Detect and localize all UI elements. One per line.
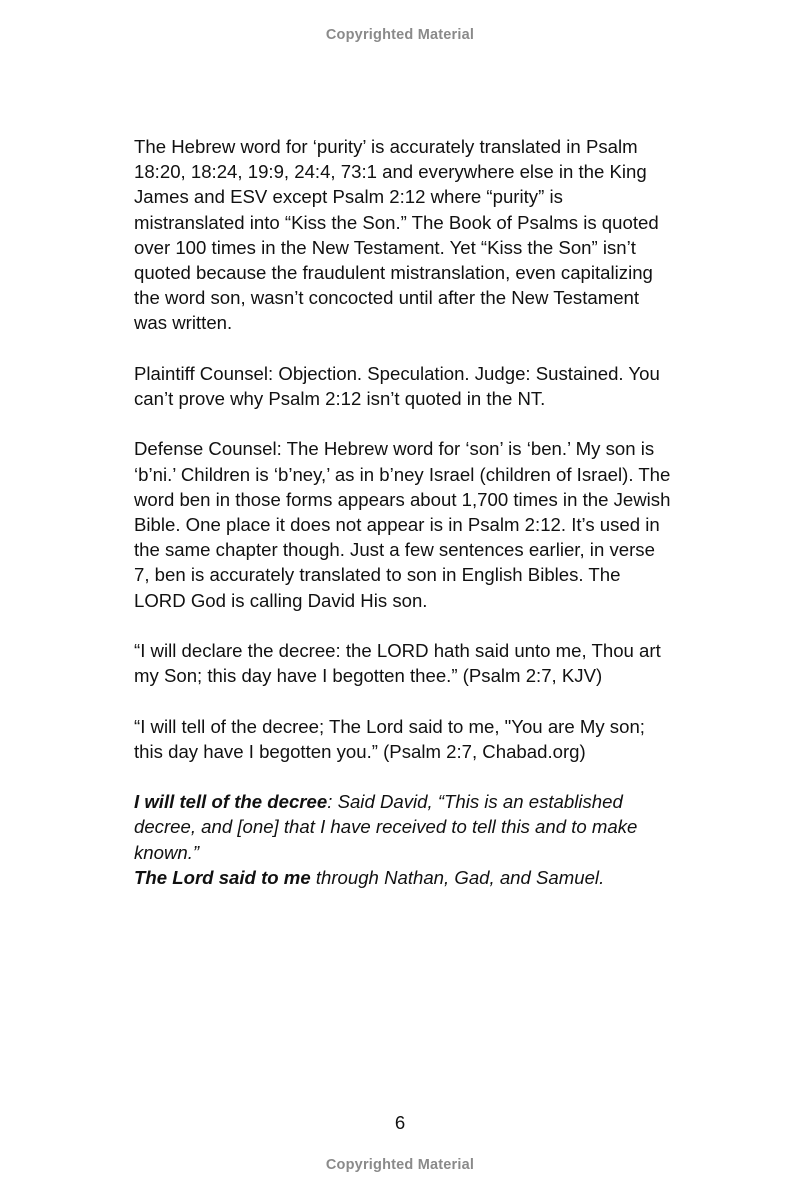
commentary-decree xyxy=(134,789,674,865)
paragraph-purity-translation: The Hebrew word for ‘purity’ is accurately translated in Psalm 18:20, 18:24, 19:9, 24:4, 73:1 and everywhere else in the King James and ESV except Psalm 2:12 where “purity” is mistranslated into “Kiss the Son.” The Book of Psalms is quoted over 100 times in the New Testament. Yet “Kiss the Son” isn’t quoted because the fraudulent mistranslation, even capitalizing the word son, wasn’t concocted until after the New Testament was written. xyxy=(134,136,659,334)
commentary-lord-said-heading: The Lord said to me xyxy=(134,866,311,888)
paragraph-plaintiff-objection: Plaintiff Counsel: Objection. Speculation. Judge: Sustained. You can’t prove why Psalm 2:12 isn’t quoted in the NT. xyxy=(134,362,660,410)
commentary-lord-said-text: through Nathan, Gad, and Samuel. xyxy=(310,866,605,888)
commentary-decree-text: : Said David, “This is an established decree, and [one] that I have received to tell this and to make known.” xyxy=(134,791,638,863)
paragraph-defense-counsel: Defense Counsel: The Hebrew word for ‘son’ is ‘ben.’ My son is ‘b’ni.’ Children is ‘b’ney,’ as in b’ney Israel (children of Israel). The word ben in those forms appears about 1,700 times in the Jewish Bible. One place it does not appear is in Psalm 2:12. It’s used in the same chapter though. Just a few sentences earlier, in verse 7, ben is accurately translated to son in English Bibles. The LORD God is calling David His son. xyxy=(134,438,671,611)
commentary-lord-said xyxy=(134,865,674,890)
copyright-watermark-bottom: Copyrighted Material xyxy=(325,1157,475,1173)
quote-chabad: “I will tell of the decree; The Lord said to me, "You are My son; this day have I begotten you.” (Psalm 2:7, Chabad.org) xyxy=(134,715,645,762)
page-number: 6 xyxy=(394,1112,406,1133)
commentary-decree-heading: I will tell of the decree xyxy=(134,791,328,813)
quote-kjv: “I will declare the decree: the LORD hath said unto me, Thou art my Son; this day have I begotten thee.” (Psalm 2:7, KJV) xyxy=(134,640,661,687)
copyright-watermark-top: Copyrighted Material xyxy=(325,27,475,43)
page-body xyxy=(134,134,674,890)
